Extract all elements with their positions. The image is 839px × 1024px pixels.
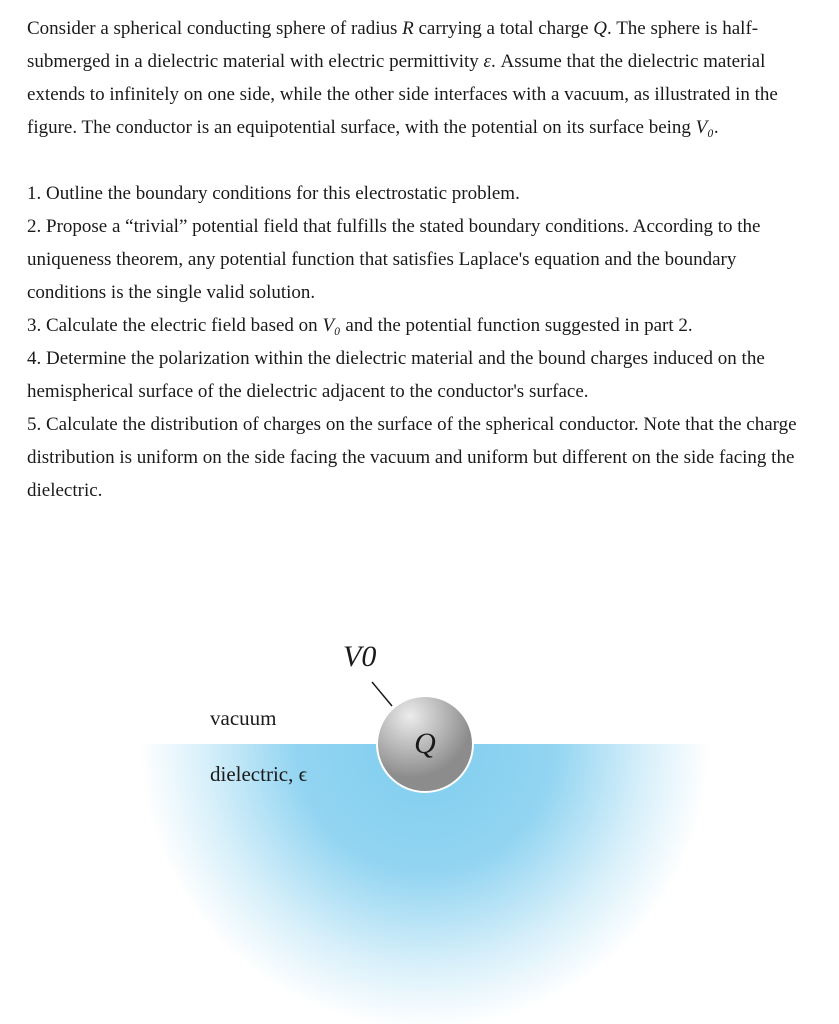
potential-label: V0 xyxy=(343,640,377,673)
charge-symbol: Q xyxy=(593,18,608,39)
sphere-dielectric-figure xyxy=(0,620,839,1024)
vacuum-label: vacuum xyxy=(210,706,277,730)
problem-intro xyxy=(27,12,819,144)
question-item-5: 5. Calculate the distribution of charges on the surface of the spherical conductor. Note that the charge distribution is uniform on the side facing the vacuum and uniform but different on the side facing the dielectric. xyxy=(27,414,797,501)
radius-symbol: R xyxy=(402,18,414,39)
item3-part-b: and the potential function suggested in part 2. xyxy=(340,315,693,336)
permittivity-symbol: ε xyxy=(483,51,492,72)
question-item-2: 2. Propose a “trivial” potential field that fulfills the stated boundary conditions. According to the uniqueness theorem, any potential function that satisfies Laplace's equation and the boundary conditions is the single valid solution. xyxy=(27,216,761,303)
intro-part3: . The sphere is half-submerged in a dielectric material with electric permittivity xyxy=(27,18,759,72)
item3-potential-symbol: V₀ xyxy=(322,315,341,336)
question-item-1: 1. Outline the boundary conditions for this electrostatic problem. xyxy=(27,183,520,204)
intro-part5: . xyxy=(713,117,719,138)
question-item-4: 4. Determine the polarization within the dielectric material and the bound charges induced on the hemispherical surface of the dielectric adjacent to the conductor's surface. xyxy=(27,348,765,402)
potential-symbol: V₀ xyxy=(695,117,714,138)
dielectric-label: dielectric, ϵ xyxy=(210,762,308,786)
problem-text xyxy=(27,12,819,507)
potential-pointer-line xyxy=(372,682,392,706)
item3-part-a: 3. Calculate the electric field based on xyxy=(27,315,323,336)
intro-part2: carrying a total charge xyxy=(413,18,594,39)
charge-label: Q xyxy=(414,727,436,760)
intro-part4: . Assume that the dielectric material extends to infinitely on one side, while the other side interfaces with a vacuum, as illustrated in the figure. The conductor is an equipotential surface, with the potential on its surface being xyxy=(27,51,778,138)
intro-part1: Consider a spherical conducting sphere of radius xyxy=(27,18,403,39)
question-item-3 xyxy=(27,309,819,342)
